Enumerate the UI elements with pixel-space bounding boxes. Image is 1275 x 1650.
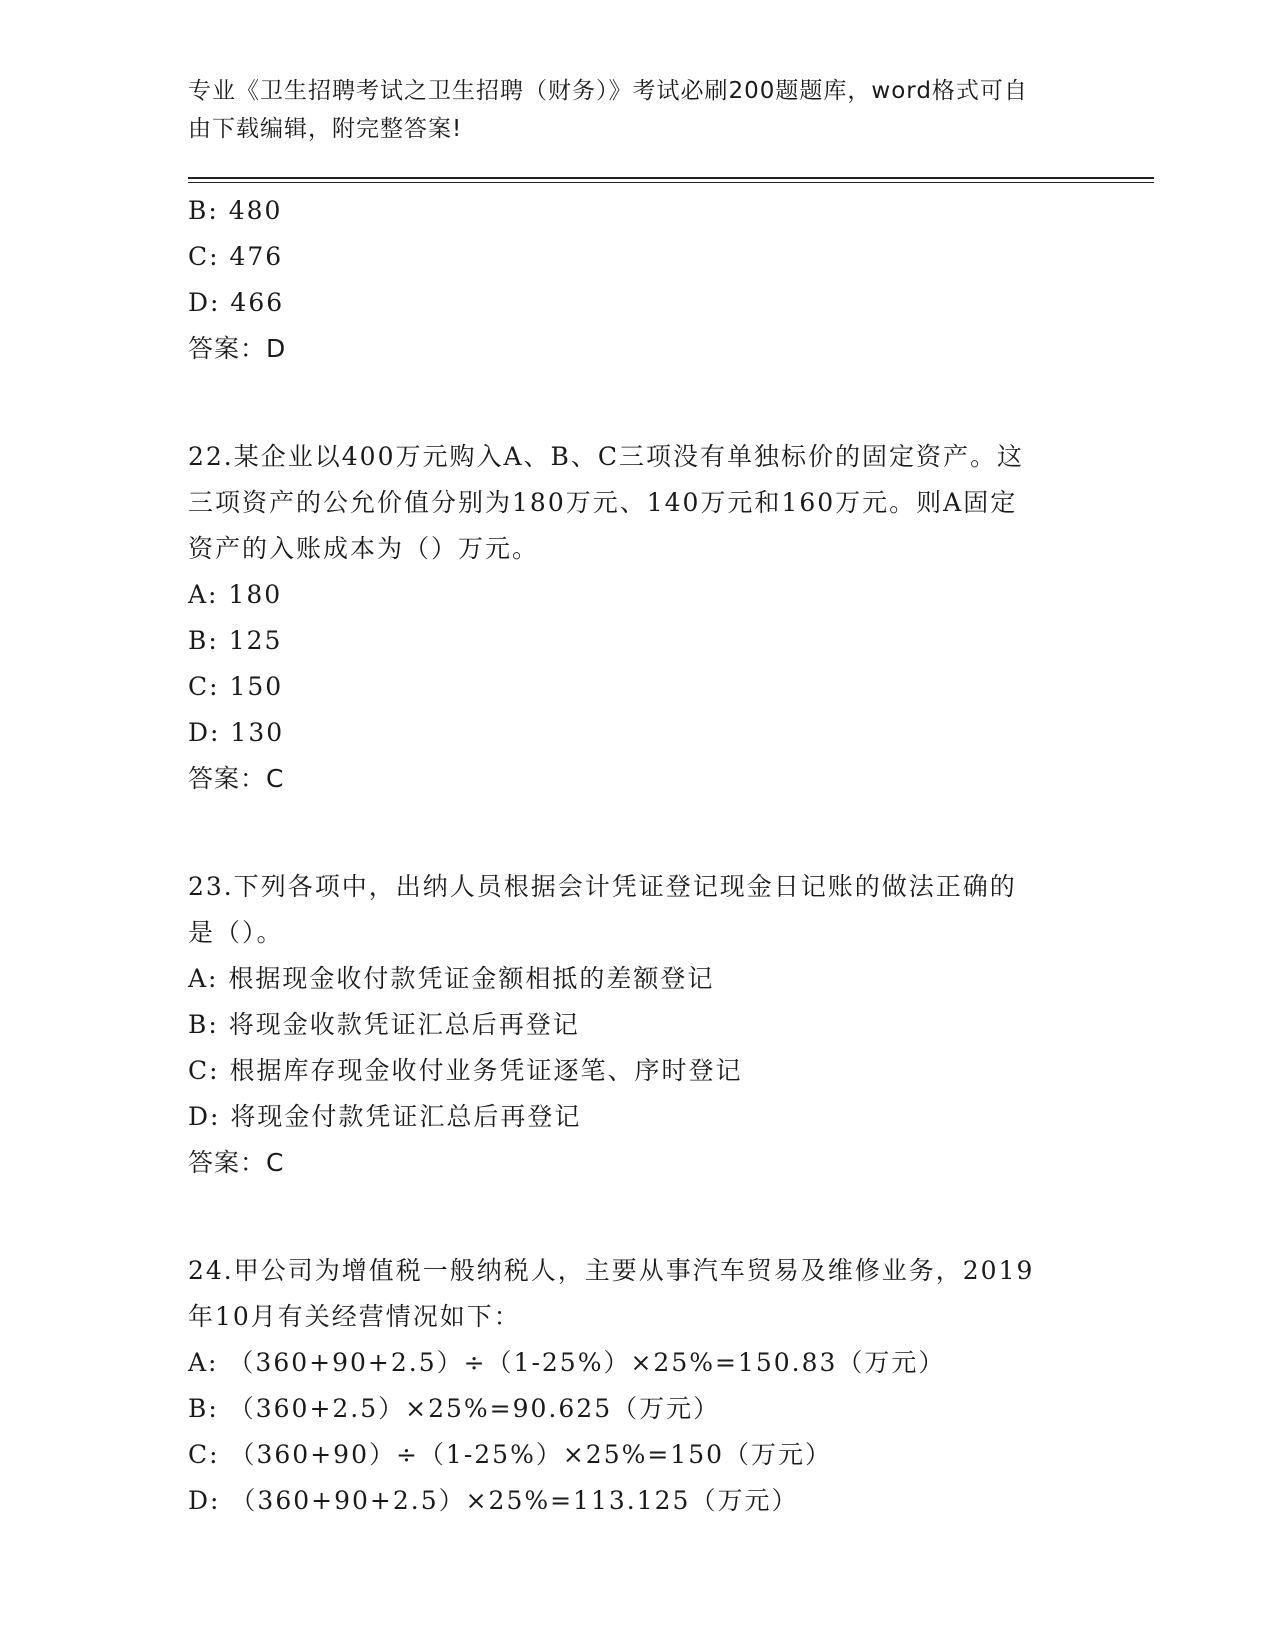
document-header bbox=[188, 72, 1088, 148]
question-content bbox=[188, 188, 1088, 1524]
question-text-line: 22.某企业以400万元购入A、B、C三项没有单独标价的固定资产。这 bbox=[188, 442, 1025, 471]
question-text-line: 24.甲公司为增值税一般纳税人，主要从事汽车贸易及维修业务，2019 bbox=[188, 1256, 1035, 1285]
option-c: C: 150 bbox=[188, 672, 284, 701]
header-line-2: 由下载编辑，附完整答案! bbox=[188, 116, 463, 142]
option-d: D: （360+90+2.5）×25%=113.125（万元） bbox=[188, 1486, 799, 1515]
question-text-line: 年10月有关经营情况如下： bbox=[188, 1302, 521, 1331]
header-divider-thin bbox=[188, 182, 1154, 183]
answer-line: 答案：C bbox=[188, 1148, 285, 1177]
option-b: B: 将现金收款凭证汇总后再登记 bbox=[188, 1010, 580, 1039]
question-22 bbox=[188, 434, 1088, 802]
header-line-1: 专业《卫生招聘考试之卫生招聘（财务）》考试必刷200题题库，word格式可自 bbox=[188, 78, 1028, 104]
option-b: B: （360+2.5）×25%=90.625（万元） bbox=[188, 1394, 721, 1423]
question-21-continued bbox=[188, 188, 1088, 372]
question-24 bbox=[188, 1248, 1088, 1524]
option-d: D: 将现金付款凭证汇总后再登记 bbox=[188, 1102, 582, 1131]
question-text-line: 23.下列各项中，出纳人员根据会计凭证登记现金日记账的做法正确的 bbox=[188, 872, 1017, 901]
option-c: C: 476 bbox=[188, 242, 284, 271]
spacer bbox=[188, 802, 1088, 864]
question-text-line: 资产的入账成本为（）万元。 bbox=[188, 534, 540, 563]
option-b: B: 480 bbox=[188, 196, 283, 225]
option-d: D: 130 bbox=[188, 718, 285, 747]
question-text-line: 三项资产的公允价值分别为180万元、140万元和160万元。则A固定 bbox=[188, 488, 1018, 517]
option-a: A: （360+90+2.5）÷（1-25%）×25%=150.83（万元） bbox=[188, 1348, 946, 1377]
header-divider-thick bbox=[188, 177, 1154, 179]
answer-line: 答案：C bbox=[188, 764, 285, 793]
option-c: C: 根据库存现金收付业务凭证逐笔、序时登记 bbox=[188, 1056, 743, 1085]
option-b: B: 125 bbox=[188, 626, 283, 655]
option-c: C: （360+90）÷（1-25%）×25%=150（万元） bbox=[188, 1440, 833, 1469]
option-a: A: 180 bbox=[188, 580, 283, 609]
option-a: A: 根据现金收付款凭证金额相抵的差额登记 bbox=[188, 964, 715, 993]
answer-line: 答案：D bbox=[188, 334, 287, 363]
question-23 bbox=[188, 864, 1088, 1186]
spacer bbox=[188, 372, 1088, 434]
spacer bbox=[188, 1186, 1088, 1248]
question-text-line: 是（）。 bbox=[188, 918, 284, 947]
option-d: D: 466 bbox=[188, 288, 285, 317]
